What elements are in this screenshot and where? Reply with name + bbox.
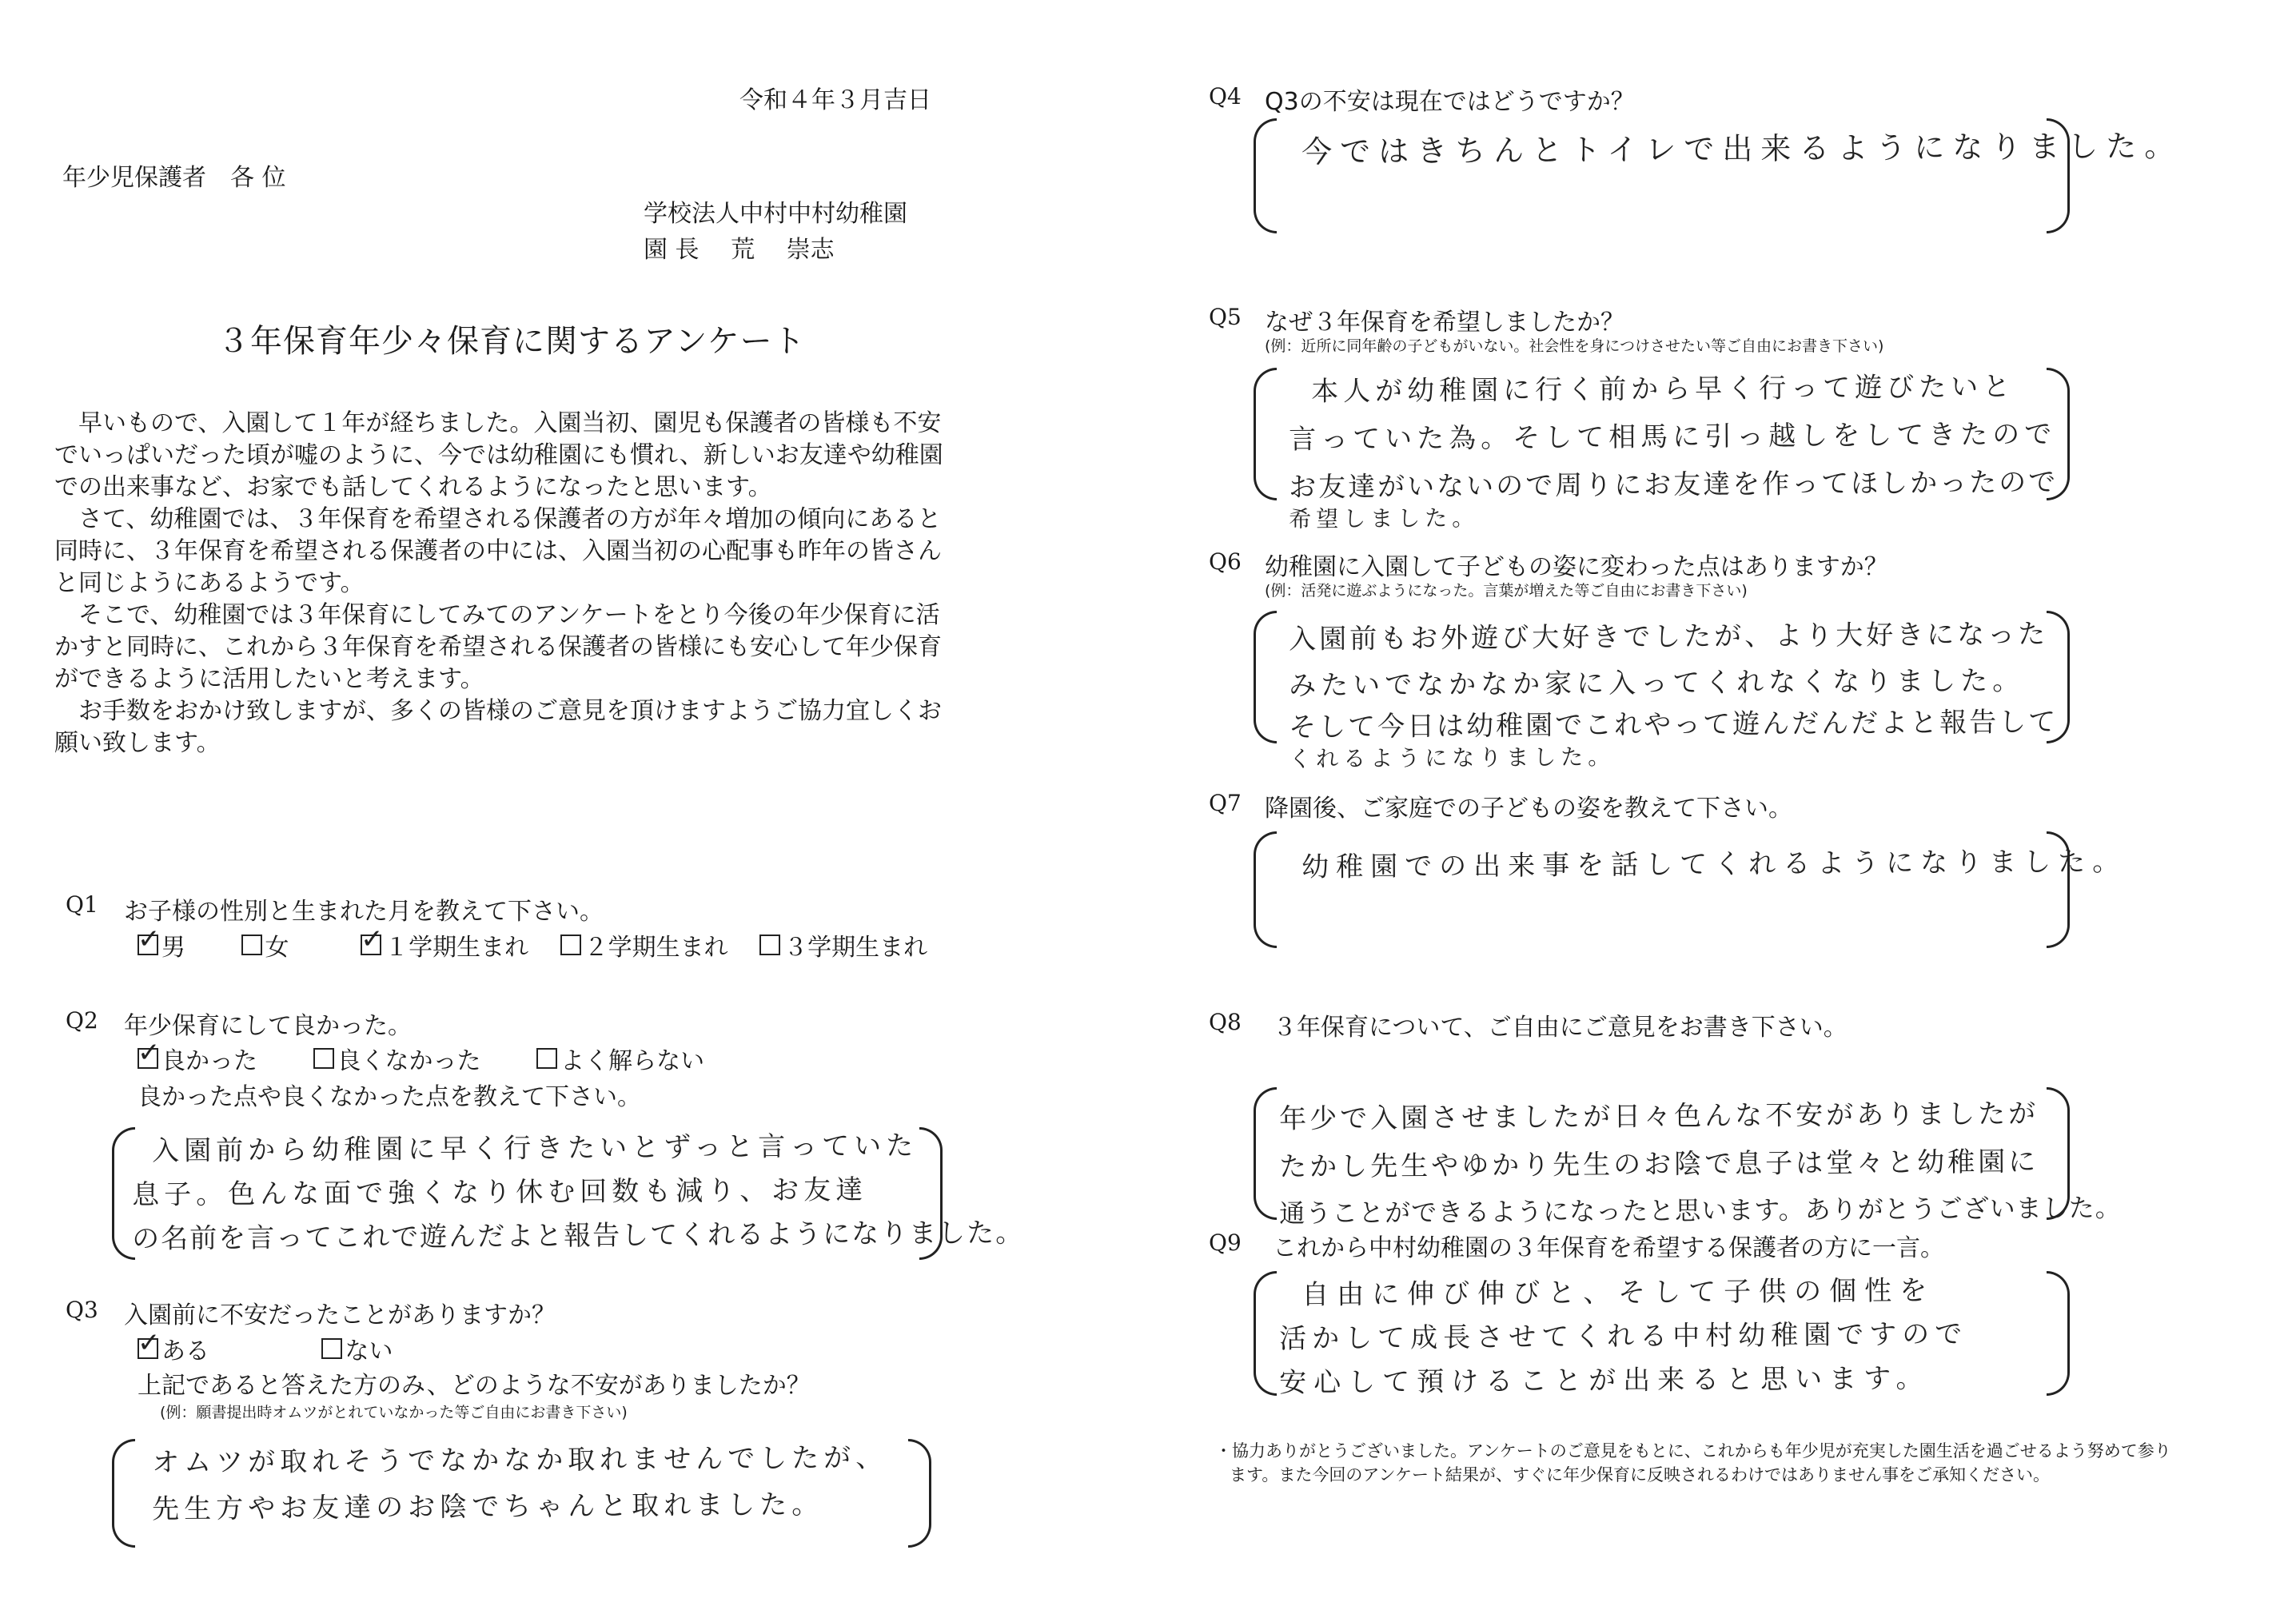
q1-option-term3[interactable]: ３学期生まれ bbox=[759, 927, 927, 962]
q1-option-female[interactable]: 女 bbox=[241, 927, 289, 962]
q9-answer-line: 自由に伸び伸びと、そして子供の個性を bbox=[1301, 1274, 1935, 1311]
q7-question: 降園後、ご家庭での子どもの姿を教えて下さい。 bbox=[1265, 795, 1792, 823]
checkbox-icon[interactable] bbox=[321, 1338, 342, 1359]
q5-answer-line: お友達がいないので周りにお友達を作ってほしかったので bbox=[1289, 466, 2059, 504]
q9-answer-line: 活かして成長させてくれる中村幼稚園ですので bbox=[1279, 1317, 1968, 1355]
q5-question: なぜ３年保育を希望しましたか？ bbox=[1265, 309, 1624, 337]
page-title: ３年保育年少々保育に関するアンケート bbox=[217, 323, 806, 360]
q2-options bbox=[138, 1041, 704, 1076]
footer-line: ・協力ありがとうございました。アンケートのご意見をもとに、これからも年少児が充実した園生活を過ごせるよう努めて参り bbox=[1215, 1441, 2171, 1461]
q6-question: 幼稚園に入園して子どもの姿に変わった点はありますか？ bbox=[1265, 553, 1888, 581]
q9-number: Q9 bbox=[1209, 1229, 1242, 1256]
checkbox-checked-icon[interactable] bbox=[138, 1048, 158, 1069]
q2-answer-line: 息子。色んな面で強くなり休む回数も減り、お友達 bbox=[132, 1174, 868, 1211]
footer-note bbox=[1215, 1439, 2171, 1487]
q3-subquestion: 上記であると答えた方のみ、どのような不安がありましたか？ bbox=[138, 1372, 811, 1400]
q8-number: Q8 bbox=[1209, 1009, 1242, 1035]
q1-question: お子様の性別と生まれた月を教えて下さい。 bbox=[124, 898, 604, 926]
checkbox-icon[interactable] bbox=[560, 935, 581, 955]
q3-answer-line: 先生方やお友達のお陰でちゃんと取れました。 bbox=[152, 1488, 824, 1525]
q4-question: Q3の不安は現在ではどうですか？ bbox=[1265, 88, 1635, 116]
q8-answer-line: 年少で入園させましたが日々色んな不安がありましたが bbox=[1279, 1098, 2039, 1135]
principal-name: 園 長 荒 崇志 bbox=[644, 236, 835, 264]
q1-options bbox=[138, 927, 927, 962]
footer-line: ます。また今回のアンケート結果が、すぐに年少保育に反映されるわけではありません事をご承知ください。 bbox=[1230, 1465, 2051, 1484]
q8-question: ３年保育について、ご自由にご意見をお書き下さい。 bbox=[1273, 1014, 1848, 1042]
intro-paragraph: お手数をおかけ致しますが、多くの皆様のご意見を頂けますようご協力宜しくお願い致します。 bbox=[54, 697, 942, 757]
checkbox-checked-icon[interactable] bbox=[138, 1338, 158, 1359]
q8-answer-line: たかし先生やゆかり先生のお陰で息子は堂々と幼稚園に bbox=[1279, 1146, 2039, 1183]
q2-answer-line: 入園前から幼稚園に早く行きたいとずっと言っていた bbox=[152, 1130, 919, 1167]
q2-answer-line: の名前を言ってこれで遊んだよと報告してくれるようになりました。 bbox=[132, 1217, 1025, 1255]
checkbox-icon[interactable] bbox=[241, 935, 262, 955]
q4-answer-line: 今ではきちんとトイレで出来るようになりました。 bbox=[1301, 128, 2183, 169]
q1-option-male[interactable]: ✓ 男 bbox=[138, 927, 185, 962]
intro-text bbox=[54, 408, 958, 759]
q6-example: (例：活発に遊ぶようになった。言葉が増えた等ご自由にお書き下さい) bbox=[1265, 582, 1748, 600]
q7-number: Q7 bbox=[1209, 790, 1242, 816]
q5-example: (例：近所に同年齢の子どもがいない。社会性を身につけさせたい等ご自由にお書き下さい) bbox=[1265, 337, 1884, 355]
checkbox-checked-icon[interactable] bbox=[361, 935, 381, 955]
q3-answer-line: オムツが取れそうでなかなか取れませんでしたが、 bbox=[152, 1441, 888, 1479]
intro-paragraph: さて、幼稚園では、３年保育を希望される保護者の方が年々増加の傾向にあると同時に、３年保育を希望される保護者の中には、入園当初の心配事も昨年の皆さんと同じようにあるようです。 bbox=[54, 505, 942, 597]
q3-options bbox=[138, 1331, 393, 1366]
checkbox-icon[interactable] bbox=[313, 1048, 334, 1069]
q6-answer-line: 入園前もお外遊び大好きでしたが、より大好きになった bbox=[1289, 618, 2049, 656]
q1-number: Q1 bbox=[66, 891, 98, 918]
q6-answer-line: みたいでなかなか家に入ってくれなくなりました。 bbox=[1289, 664, 2025, 702]
q9-answer-line: 安心して預けることが出来ると思います。 bbox=[1279, 1362, 1931, 1399]
checkbox-checked-icon[interactable] bbox=[138, 935, 158, 955]
q5-answer-line: 本人が幼稚園に行く前から早く行って遊びたいと bbox=[1311, 370, 2015, 408]
q5-answer-line: 言っていた為。そして相馬に引っ越しをしてきたので bbox=[1289, 418, 2057, 456]
checkbox-icon[interactable] bbox=[536, 1048, 557, 1069]
recipient-line: 年少児保護者 各 位 bbox=[62, 164, 286, 192]
q1-option-term2[interactable]: ２学期生まれ bbox=[560, 927, 728, 962]
q6-answer-line: そして今日は幼稚園でこれやって遊んだんだよと報告して bbox=[1289, 706, 2059, 743]
document-date: 令和４年３月吉日 bbox=[739, 86, 931, 114]
intro-paragraph: そこで、幼稚園では３年保育にしてみてのアンケートをとり今後の年少保育に活かすと同時に、これから３年保育を希望される保護者の皆様にも安心して年少保育ができるように活用したいと考えます。 bbox=[54, 601, 942, 693]
q2-option-unsure[interactable]: よく解らない bbox=[536, 1041, 704, 1076]
q3-option-no[interactable]: ない bbox=[321, 1331, 393, 1366]
q2-number: Q2 bbox=[66, 1007, 98, 1034]
q9-question: これから中村幼稚園の３年保育を希望する保護者の方に一言。 bbox=[1273, 1234, 1944, 1262]
q2-option-good[interactable]: ✓ 良かった bbox=[138, 1041, 257, 1076]
q5-answer-line: 希望しました。 bbox=[1289, 504, 1480, 532]
q6-number: Q6 bbox=[1209, 548, 1242, 575]
q7-answer-line: 幼稚園での出来事を話してくれるようになりました。 bbox=[1301, 845, 2127, 883]
q3-question: 入園前に不安だったことがありますか？ bbox=[124, 1301, 556, 1329]
intro-paragraph: 早いもので、入園して１年が経ちました。入園当初、園児も保護者の皆様も不安でいっぱいだった頃が嘘のように、今では幼稚園にも慣れ、新しいお友達や幼稚園での出来事など、お家でも話してくれるようになったと思います。 bbox=[54, 409, 943, 501]
q8-answer-line: 通うことができるようになったと思います。ありがとうございました。 bbox=[1279, 1192, 2122, 1229]
q5-number: Q5 bbox=[1209, 304, 1242, 330]
q5-answer-bracket-left bbox=[1254, 368, 1277, 500]
q4-answer-bracket-left bbox=[1254, 118, 1277, 233]
school-name: 学校法人中村中村幼稚園 bbox=[644, 200, 907, 228]
q4-number: Q4 bbox=[1209, 83, 1242, 110]
q3-number: Q3 bbox=[66, 1297, 98, 1323]
q2-option-not-good[interactable]: 良くなかった bbox=[313, 1041, 481, 1076]
q6-answer-line: くれるようになりました。 bbox=[1289, 743, 1616, 772]
checkbox-icon[interactable] bbox=[759, 935, 780, 955]
q6-answer-bracket-left bbox=[1254, 611, 1277, 743]
q9-answer-bracket-right bbox=[2047, 1271, 2070, 1396]
q1-option-term1[interactable]: ✓ １学期生まれ bbox=[361, 927, 528, 962]
q2-subquestion: 良かった点や良くなかった点を教えて下さい。 bbox=[138, 1083, 641, 1111]
q3-answer-bracket-right bbox=[908, 1439, 931, 1548]
q9-answer-bracket-left bbox=[1254, 1271, 1277, 1396]
q3-example: (例：願書提出時オムツがとれていなかった等ご自由にお書き下さい) bbox=[160, 1404, 628, 1421]
q8-answer-bracket-left bbox=[1254, 1087, 1277, 1220]
q3-option-yes[interactable]: ✓ ある bbox=[138, 1331, 209, 1366]
q2-question: 年少保育にして良かった。 bbox=[124, 1012, 412, 1040]
q3-answer-bracket-left bbox=[112, 1439, 135, 1548]
q7-answer-bracket-left bbox=[1254, 831, 1277, 948]
